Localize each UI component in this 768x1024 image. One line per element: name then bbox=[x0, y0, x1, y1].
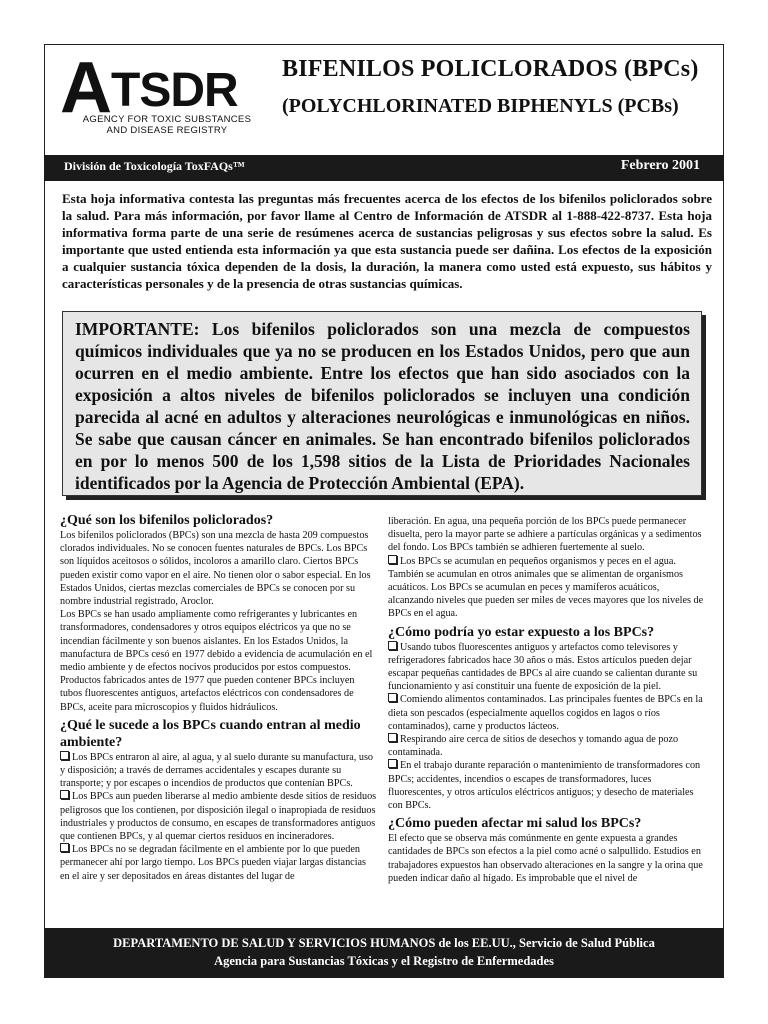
logo-subtitle bbox=[72, 114, 262, 136]
bullet-item bbox=[388, 759, 706, 812]
bullet-text: Los BPCs entraron al aire, al agua, y al suelo durante su manufactura, uso y disposición; a través de derrames accidentales y escapes durante su transporte; y por escapes o incendios de productos que contenían BPCs. bbox=[60, 751, 374, 790]
checkbox-bullet-icon bbox=[60, 790, 69, 799]
bullet-item bbox=[60, 790, 378, 843]
right-column bbox=[388, 515, 706, 885]
heading-environment: ¿Qué le sucede a los BPCs cuando entran al medio ambiente? bbox=[60, 717, 361, 750]
bullet-item bbox=[60, 843, 378, 883]
checkbox-bullet-icon bbox=[388, 693, 397, 702]
footer-department: DEPARTAMENTO DE SALUD Y SERVICIOS HUMANOS de los EE.UU., Servicio de Salud Pública bbox=[113, 936, 655, 950]
bullet-item bbox=[60, 751, 378, 791]
bullet-item bbox=[388, 641, 706, 694]
paragraph-continued: liberación. En agua, una pequeña porción de los BPCs puede permanecer disuelta, pero la mayor parte se adhiere a partículas orgánicas y a sedimentos del fondo. Los BPCs también se adhieren fuertemente al suelo. bbox=[388, 516, 702, 554]
bullet-text: Los BPCs aun pueden liberarse al medio ambiente desde sitios de residuos peligrosos que los contienen, por disposición ilegal o inapropiada de residuos industriales y productos de consumo, en escapes de transformadores antiguos que contienen BPCs, y al quemar ciertos residuos en incineradores. bbox=[60, 791, 377, 843]
checkbox-bullet-icon bbox=[388, 641, 397, 650]
title-english: (POLYCHLORINATED BIPHENYLS (PCBs) bbox=[282, 95, 679, 117]
intro-paragraph: Esta hoja informativa contesta las preguntas más frecuentes acerca de los efectos de los bifenilos policlorados sobre la salud. Para más información, por favor llame al Centro de Información de ATSDR al 1-888-422-8737. Esta hoja informativa forma parte de una serie de resúmenes acerca de sustancias peligrosas y sus efectos sobre la salud. Es importante que usted entienda esta información ya que esta sustancia puede ser dañina. Los efectos de la exposición a cualquier sustancia tóxica dependen de la dosis, la duración, la manera como usted está expuesto, sus hábitos y características personales y de la presencia de otras sustancias químicas. bbox=[62, 191, 712, 291]
division-band bbox=[44, 155, 724, 181]
bullet-text: Comiendo alimentos contaminados. Las principales fuentes de BPCs en la dieta son pescados (especialmente aquellos cogidos en lagos o ríos contaminados), carne y productos lácteos. bbox=[388, 694, 703, 732]
checkbox-bullet-icon bbox=[388, 733, 397, 742]
heading-what-are-pcbs: ¿Qué son los bifenilos policlorados? bbox=[60, 513, 274, 528]
checkbox-bullet-icon bbox=[388, 555, 397, 564]
bullet-text: Los BPCs se acumulan en pequeños organismos y peces en el agua. También se acumulan en otros animales que se alimentan de organismos acuáticos. Los BPCs se acumulan en peces y mamíferos acuáticos, alcanzando niveles que pueden ser miles de veces mayores que los niveles de BPCs en el agua. bbox=[388, 555, 704, 620]
important-text: IMPORTANTE: Los bifenilos policlorados son una mezcla de compuestos químicos individuales que ya no se producen en los Estados Unidos, pero que aun ocurren en el medio ambiente. Entre los efectos que han sido asociados con la exposición a altos niveles de bifenilos policlorados se incluyen una condición parecida al acné en adultos y alteraciones neurológicas e inmunológicas en niños. Se sabe que causan cáncer en animales. Se han encontrado bifenilos policlorados en por lo menos 500 de los 1,598 sitios de la Lista de Prioridades Nacionales identificados por la Agencia de Protección Ambiental (EPA). bbox=[75, 319, 690, 493]
bullet-text: Usando tubos fluorescentes antiguos y artefactos como televisores y refrigeradores fabricados hace 30 años o más. Estos artículos pueden dejar escapar pequeñas cantidades de BPCs al aire cuando se calientan durante su funcionamiento y así constituir una fuente de exposición de la piel. bbox=[388, 641, 698, 693]
heading-health-effects: ¿Cómo pueden afectar mi salud los BPCs? bbox=[388, 816, 642, 832]
left-column bbox=[60, 512, 378, 883]
checkbox-bullet-icon bbox=[60, 751, 69, 760]
bullet-item bbox=[388, 733, 706, 759]
paragraph-uses: Los BPCs se han usado ampliamente como refrigerantes y lubricantes en transformadores, condensadores y otros equipos eléctricos ya que no se incendian fácilmente y son buenos aislantes. En los Estados Unidos, la manufactura de BPCs cesó en 1977 debido a evidencia de acumulación en el medio ambiente y de efectos nocivos producidos por estos compuestos. Productos fabricados antes de 1977 que pueden contener BPCs incluyen tubos fluorescentes antiguos, artefactos eléctricos con condensadores de BPCs, aceite para microscopios y fluidos hidráulicos. bbox=[60, 609, 373, 713]
logo-subtitle-line-1: AGENCY FOR TOXIC SUBSTANCES bbox=[82, 114, 252, 125]
footer-agency: Agencia para Sustancias Tóxicas y el Registro de Enfermedades bbox=[214, 954, 554, 968]
important-box bbox=[62, 311, 702, 496]
checkbox-bullet-icon bbox=[388, 759, 397, 768]
bullet-text: Los BPCs no se degradan fácilmente en el ambiente por lo que pueden permanecer ahí por largo tiempo. Los BPCs pueden viajar largas distancias en el aire y ser depositados en áreas distantes del lugar de bbox=[60, 844, 367, 882]
publication-date: Febrero 2001 bbox=[620, 158, 700, 173]
division-label: División de Toxicología ToxFAQs™ bbox=[64, 159, 245, 173]
bullet-item bbox=[388, 555, 706, 621]
paragraph-definition: Los bifenilos policlorados (BPCs) son una mezcla de hasta 209 compuestos clorados individuales. No se conocen fuentes naturales de BPCs. Los BPCs son líquidos aceitosos o sólidos, incoloros a amarillo claro. Ciertos BPCs pueden existir como vapor en el aire. No tienen olor o sabor especial. En los Estados Unidos, ciertas mezclas comerciales de BPCs se conocen por su nombre industrial registrado, Aroclor. bbox=[60, 530, 371, 608]
title-spanish: BIFENILOS POLICLORADOS (BPCs) bbox=[282, 56, 699, 82]
atsdr-logo bbox=[60, 48, 256, 142]
bullet-text: En el trabajo durante reparación o mantenimiento de transformadores con BPCs; accidentes, incendios o escapes de transformadores, luces fluorescentes, y otros artículos eléctricos antiguos; y desecho de materiales con BPCs. bbox=[388, 760, 701, 812]
footer-band bbox=[44, 928, 724, 978]
heading-exposure: ¿Cómo podría yo estar expuesto a los BPCs? bbox=[388, 624, 655, 640]
logo-wordmark: ATSDR bbox=[60, 48, 238, 128]
bullet-text: Respirando aire cerca de sitios de desechos y tomando agua de pozo contaminada. bbox=[388, 734, 679, 759]
bullet-item bbox=[388, 693, 706, 733]
checkbox-bullet-icon bbox=[60, 843, 69, 852]
logo-subtitle-line-2: AND DISEASE REGISTRY bbox=[106, 125, 228, 136]
paragraph-health: El efecto que se observa más comúnmente en gente expuesta a grandes cantidades de BPCs son efectos a la piel como acné o salpullido. Estudios en trabajadores expuestos han observado alteraciones en la sangre y la orina que pueden indicar daño al hígado. Es improbable que el nivel de bbox=[388, 833, 703, 884]
